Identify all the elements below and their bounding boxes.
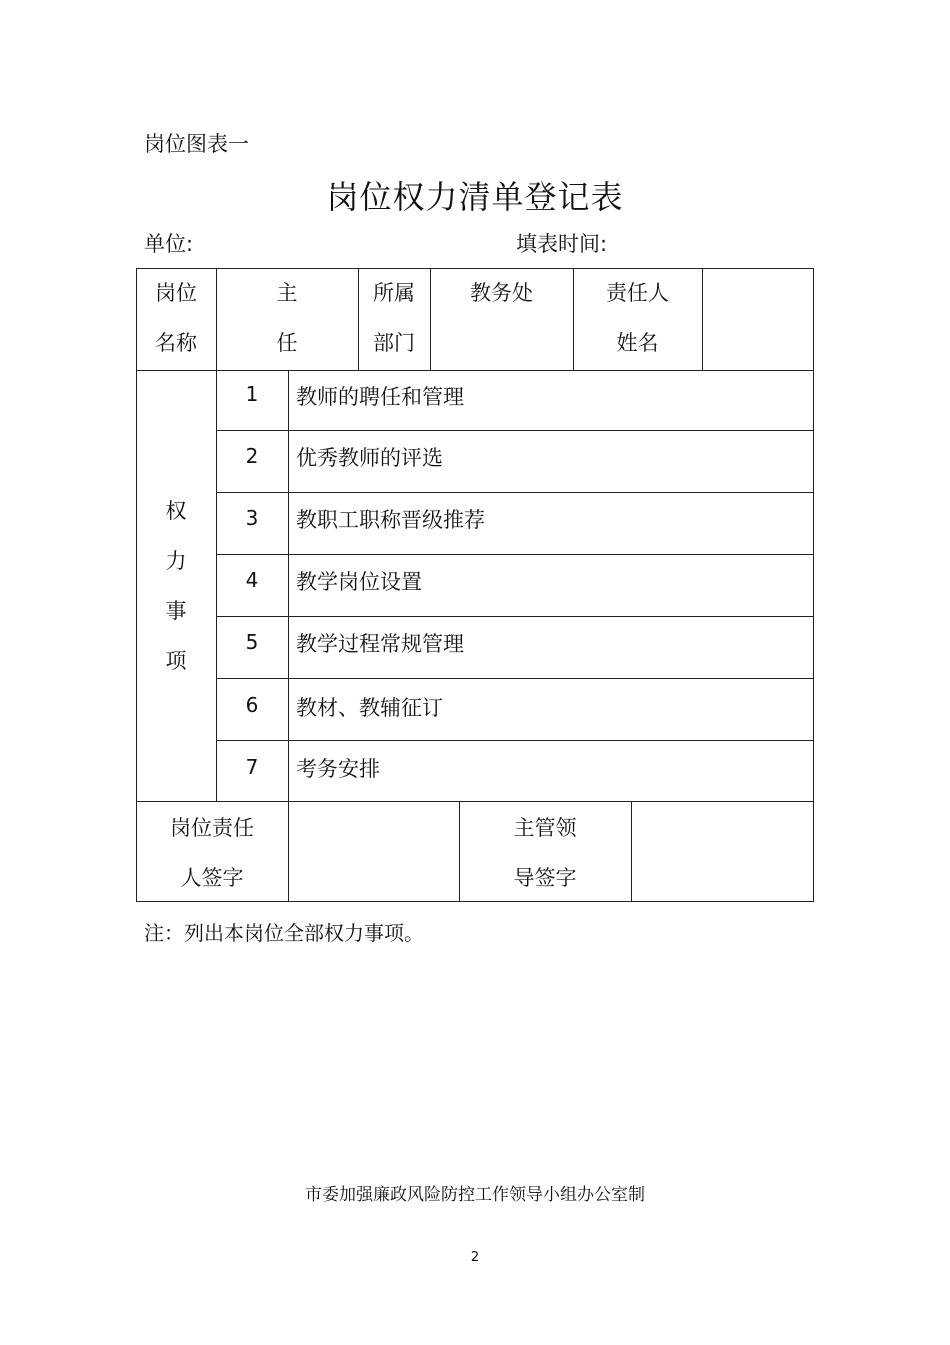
- page-number: 2: [470, 1250, 480, 1265]
- item-text: 考务安排: [296, 757, 380, 781]
- row-divider: [216, 492, 814, 493]
- fill-time-label: 填表时间:: [516, 232, 608, 256]
- col-divider: [702, 268, 703, 370]
- col-divider: [288, 801, 289, 901]
- issuer-footer: 市委加强廉政风险防控工作领导小组办公室制: [305, 1185, 645, 1205]
- col-divider: [631, 801, 632, 901]
- footnote: 注：列出本岗位全部权力事项。: [144, 921, 424, 945]
- item-number: 3: [245, 506, 259, 530]
- department-value: 教务处: [470, 281, 533, 305]
- signature-divider: [136, 801, 814, 802]
- item-number: 4: [245, 568, 259, 592]
- header-divider: [136, 370, 814, 371]
- unit-label: 单位:: [144, 232, 194, 256]
- item-text: 教职工职称晋级推荐: [296, 508, 485, 532]
- item-number: 5: [245, 630, 259, 654]
- row-divider: [216, 554, 814, 555]
- item-text: 教学过程常规管理: [296, 632, 464, 656]
- leader-signature-label: 主管领 导签字: [513, 816, 577, 890]
- col-divider: [288, 370, 289, 801]
- position-name-value: 主 任: [276, 281, 298, 355]
- item-number: 6: [245, 693, 259, 717]
- holder-signature-label: 岗位责任 人签字: [170, 816, 254, 890]
- item-text: 教学岗位设置: [296, 570, 422, 594]
- item-number: 2: [245, 444, 259, 468]
- item-text: 教材、教辅征订: [296, 696, 443, 720]
- position-name-label: 岗位 名称: [155, 281, 197, 355]
- registration-table: [136, 268, 814, 902]
- item-text: 教师的聘任和管理: [296, 385, 464, 409]
- row-divider: [216, 740, 814, 741]
- power-items-label: 权 力 事 项: [165, 499, 187, 673]
- table-border-right: [813, 268, 814, 902]
- item-text: 优秀教师的评选: [296, 446, 443, 470]
- row-divider: [216, 616, 814, 617]
- row-divider: [216, 678, 814, 679]
- page-title: 岗位权力清单登记表: [326, 178, 624, 216]
- item-number: 1: [245, 382, 259, 406]
- responsible-person-label: 责任人 姓名: [606, 281, 669, 355]
- table-caption: 岗位图表一: [144, 132, 249, 156]
- department-label: 所属 部门: [373, 281, 415, 355]
- item-number: 7: [245, 755, 259, 779]
- row-divider: [216, 430, 814, 431]
